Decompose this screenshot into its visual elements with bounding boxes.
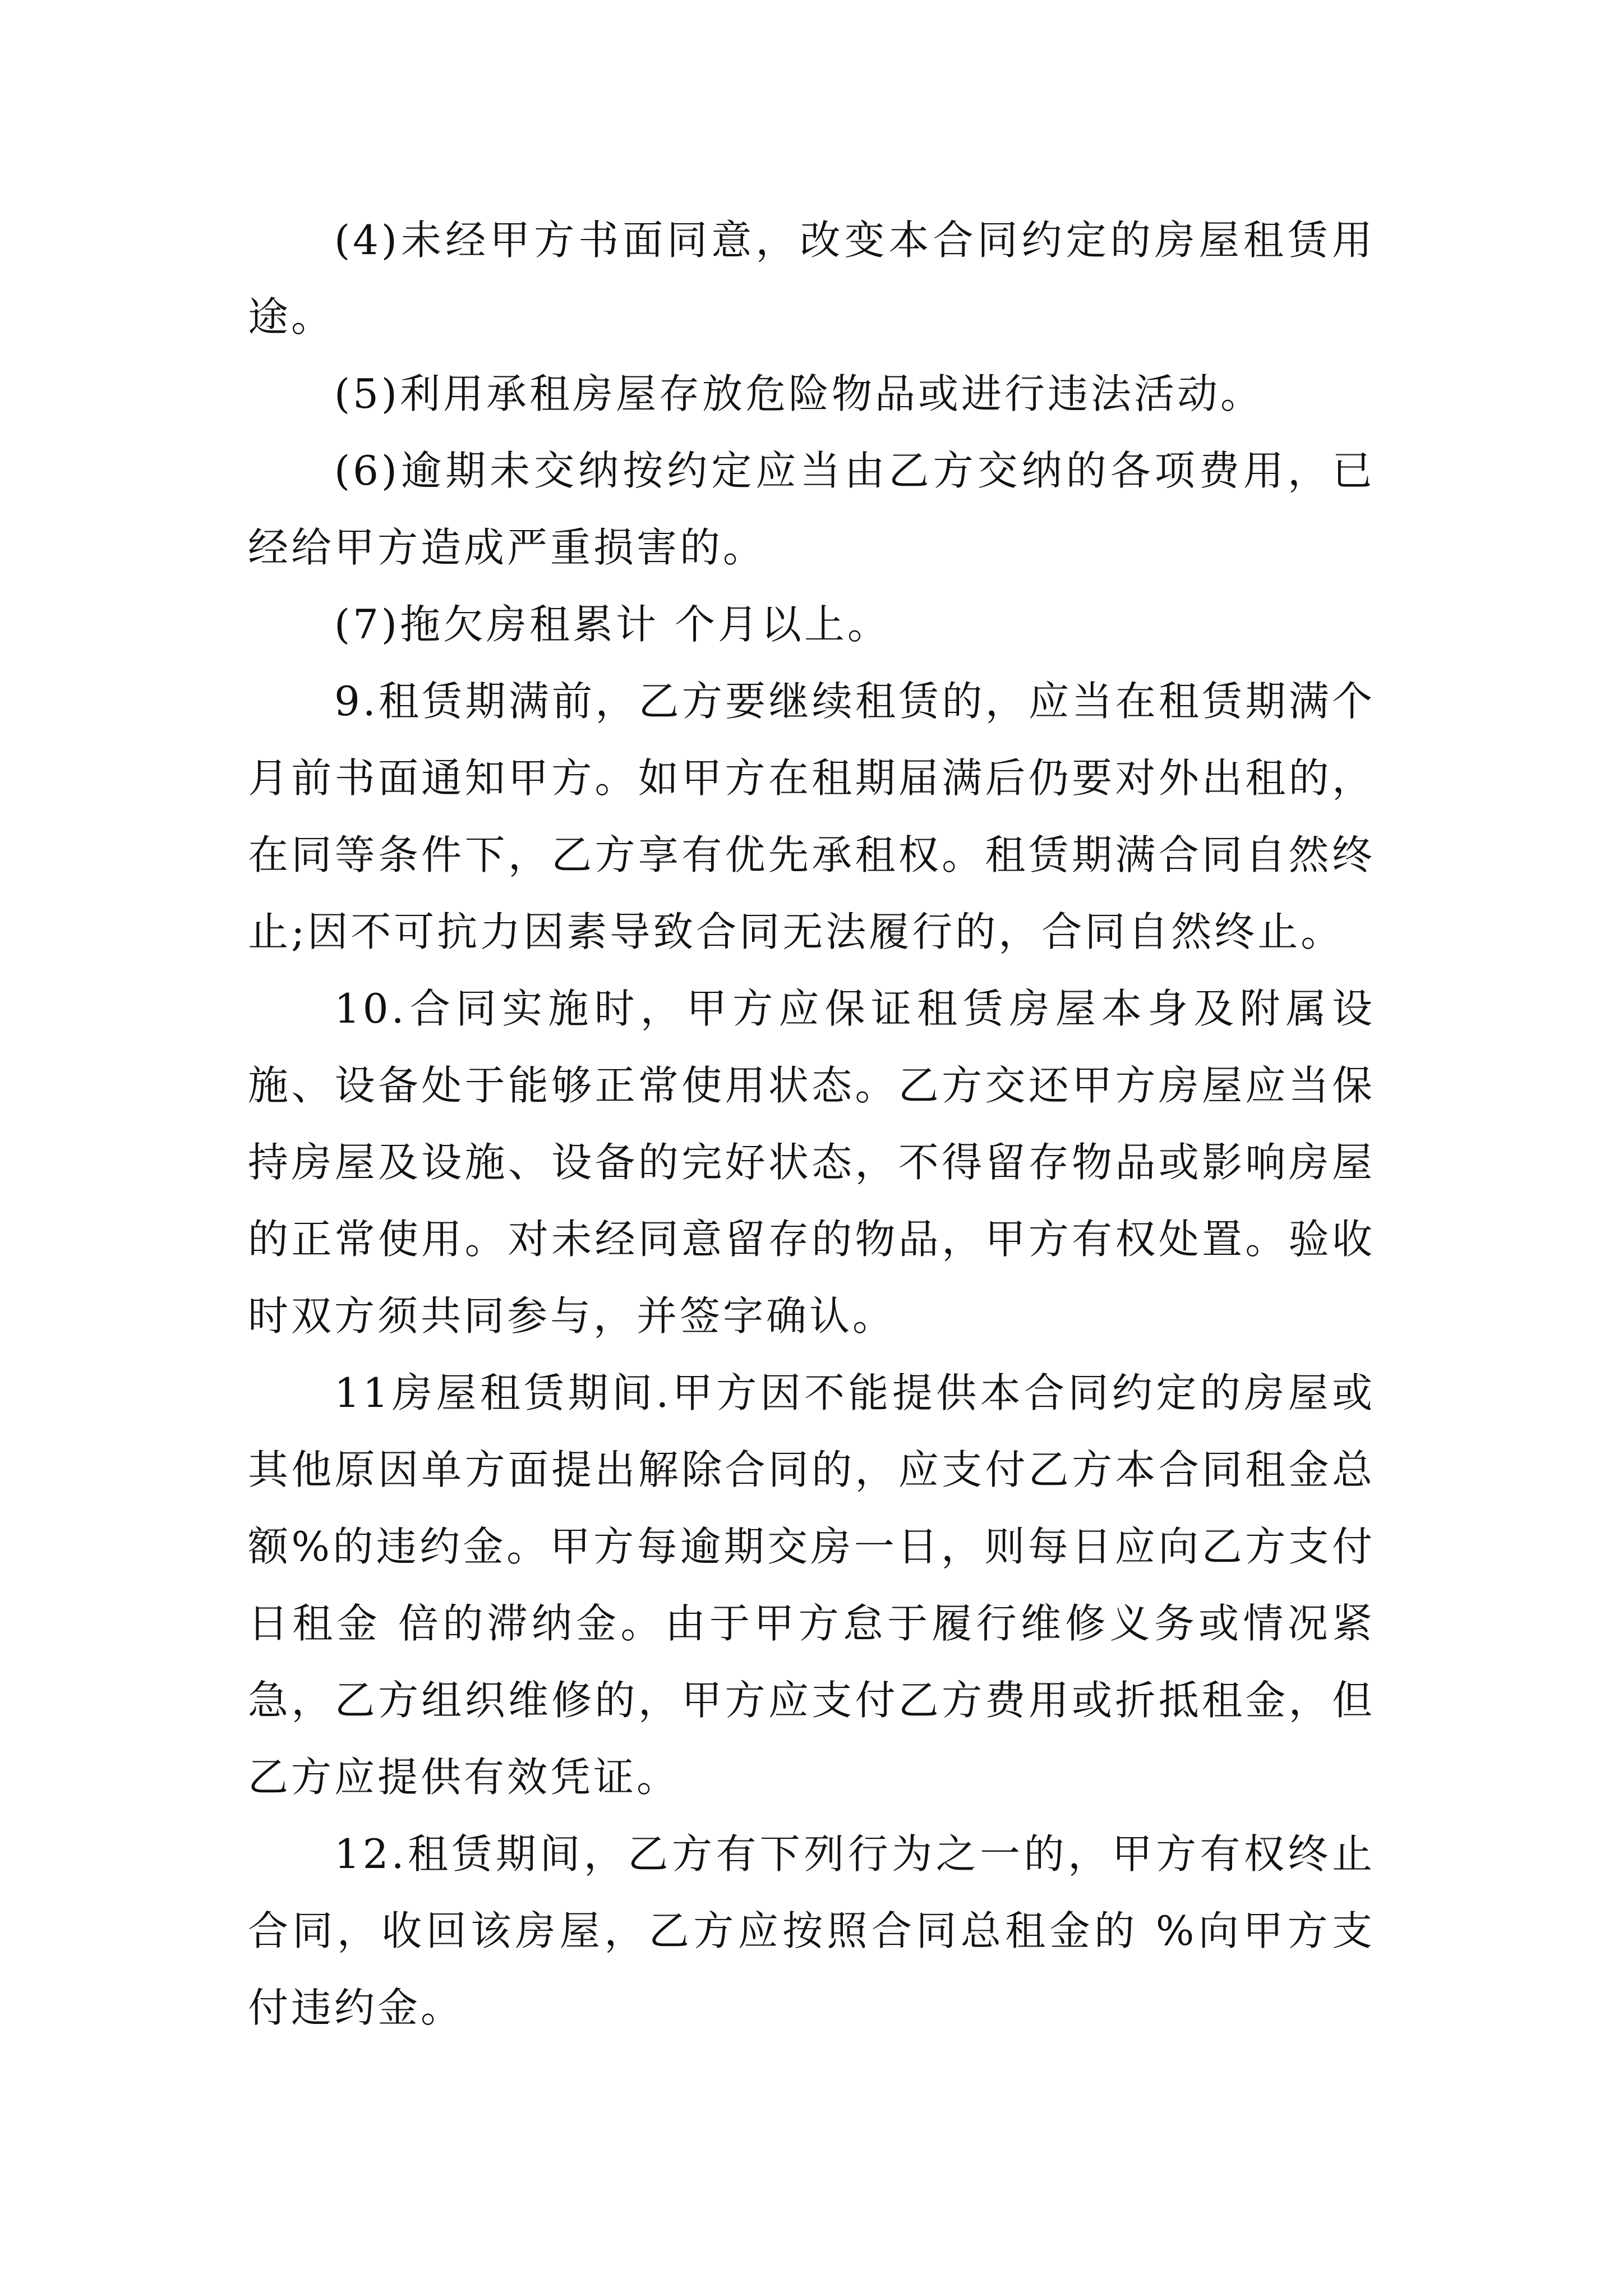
clause-10: 10.合同实施时，甲方应保证租赁房屋本身及附属设施、设备处于能够正常使用状态。乙方交还甲方房屋应当保持房屋及设施、设备的完好状态，不得留存物品或影响房屋的正常使用。对未经同意留存的物品，甲方有权处置。验收时双方须共同参与，并签字确认。 [248, 985, 1375, 1340]
clause-11: 11房屋租赁期间.甲方因不能提供本合同约定的房屋或其他原因单方面提出解除合同的，应支付乙方本合同租金总额%的违约金。甲方每逾期交房一日，则每日应向乙方支付日租金 倍的滞纳金。由于甲方怠于履行维修义务或情况紧急，乙方组织维修的，甲方应支付乙方费用或折抵租金，但乙方应提供有效凭证。 [248, 1369, 1375, 1801]
document-body [248, 202, 1375, 2046]
clause-9: 9.租赁期满前，乙方要继续租赁的，应当在租赁期满个月前书面通知甲方。如甲方在租期届满后仍要对外出租的，在同等条件下，乙方享有优先承租权。租赁期满合同自然终止;因不可抗力因素导致合同无法履行的，合同自然终止。 [248, 678, 1375, 955]
clause-item-6: (6)逾期未交纳按约定应当由乙方交纳的各项费用，已经给甲方造成严重损害的。 [248, 447, 1375, 571]
clause-item-7: (7)拖欠房租累计 个月以上。 [334, 601, 891, 648]
clause-item-4: (4)未经甲方书面同意，改变本合同约定的房屋租赁用途。 [248, 217, 1375, 341]
clause-item-5: (5)利用承租房屋存放危险物品或进行违法活动。 [334, 370, 1264, 417]
clause-12: 12.租赁期间，乙方有下列行为之一的，甲方有权终止合同，收回该房屋，乙方应按照合同总租金的 %向甲方支付违约金。 [248, 1830, 1375, 2031]
